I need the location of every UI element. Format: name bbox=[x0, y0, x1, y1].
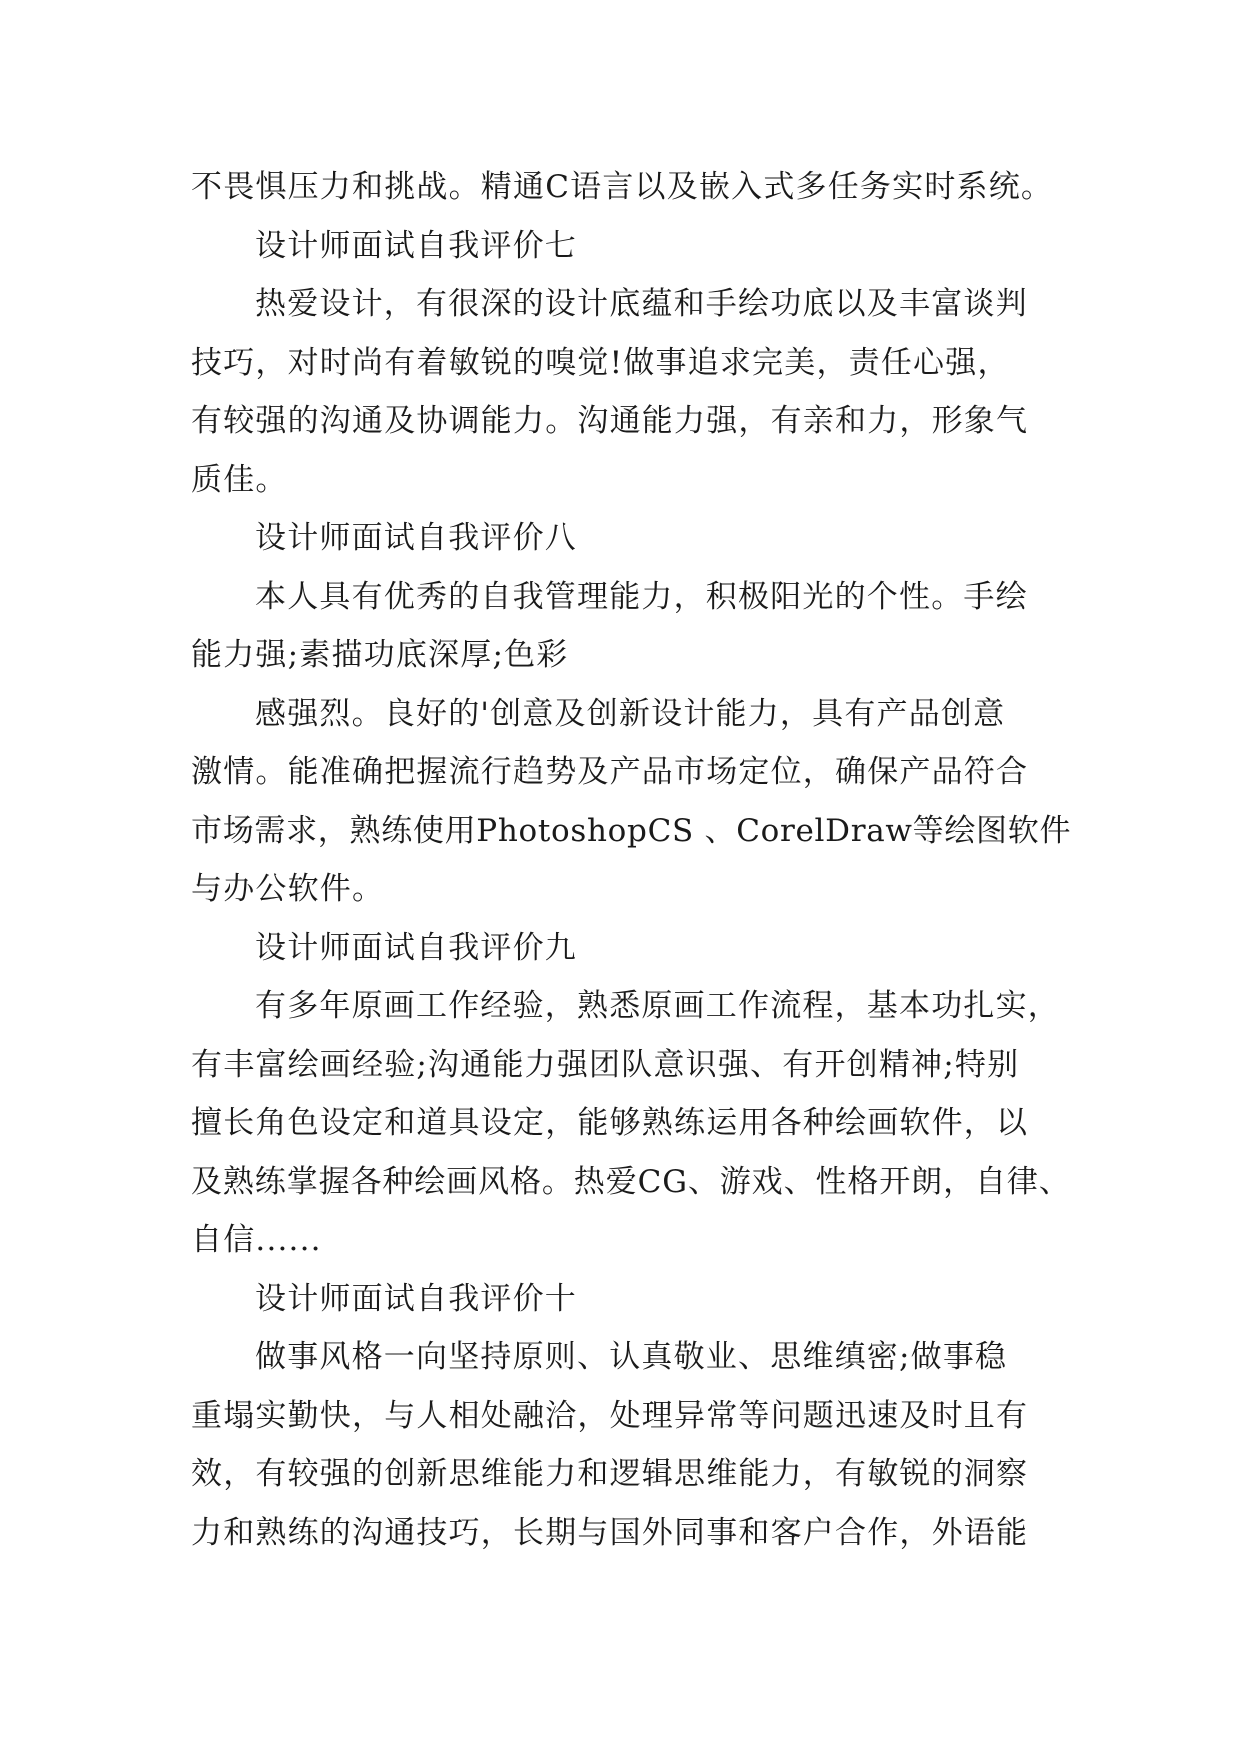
text-line: 能力强;素描功底深厚;色彩 bbox=[191, 637, 569, 673]
text-line: 自信...... bbox=[191, 1222, 322, 1258]
text-line: 市场需求，熟练使用PhotoshopCS 、CorelDraw等绘图软件 bbox=[191, 812, 1072, 849]
text-line: 激情。能准确把握流行趋势及产品市场定位，确保产品符合 bbox=[191, 754, 1029, 790]
text-line: 有丰富绘画经验;沟通能力强团队意识强、有开创精神;特别 bbox=[191, 1046, 1020, 1083]
document-body bbox=[191, 158, 1071, 1562]
section-heading: 设计师面试自我评价七 bbox=[255, 227, 577, 264]
text-line: 做事风格一向坚持原则、认真敬业、思维缜密;做事稳 bbox=[255, 1339, 1008, 1375]
text-line: 效，有较强的创新思维能力和逻辑思维能力，有敏锐的洞察 bbox=[191, 1456, 1029, 1492]
text-line: 力和熟练的沟通技巧，长期与国外同事和客户合作，外语能 bbox=[191, 1514, 1029, 1551]
text-line: 不畏惧压力和挑战。精通C语言以及嵌入式多任务实时系统。 bbox=[191, 169, 1054, 205]
text-line: 有多年原画工作经验，熟悉原画工作流程，基本功扎实， bbox=[255, 988, 1060, 1024]
text-line: 感强烈。良好的'创意及创新设计能力，具有产品创意 bbox=[255, 695, 1006, 732]
text-line: 与办公软件。 bbox=[191, 871, 385, 907]
text-line: 有较强的沟通及协调能力。沟通能力强，有亲和力，形象气 bbox=[191, 403, 1029, 439]
text-line: 擅长角色设定和道具设定，能够熟练运用各种绘画软件，以 bbox=[191, 1105, 1029, 1141]
section-heading: 设计师面试自我评价九 bbox=[255, 929, 577, 966]
section-heading: 设计师面试自我评价十 bbox=[255, 1280, 577, 1317]
text-line: 本人具有优秀的自我管理能力，积极阳光的个性。手绘 bbox=[255, 578, 1028, 615]
text-line: 热爱设计，有很深的设计底蕴和手绘功底以及丰富谈判 bbox=[255, 286, 1028, 322]
text-line: 重塌实勤快，与人相处融洽，处理异常等问题迅速及时且有 bbox=[191, 1397, 1029, 1434]
text-line: 及熟练掌握各种绘画风格。热爱CG、游戏、性格开朗，自律、 bbox=[191, 1163, 1071, 1200]
text-line: 技巧，对时尚有着敏锐的嗅觉!做事追求完美，责任心强， bbox=[191, 344, 1010, 381]
text-line: 质佳。 bbox=[191, 461, 288, 498]
section-heading: 设计师面试自我评价八 bbox=[255, 520, 577, 556]
